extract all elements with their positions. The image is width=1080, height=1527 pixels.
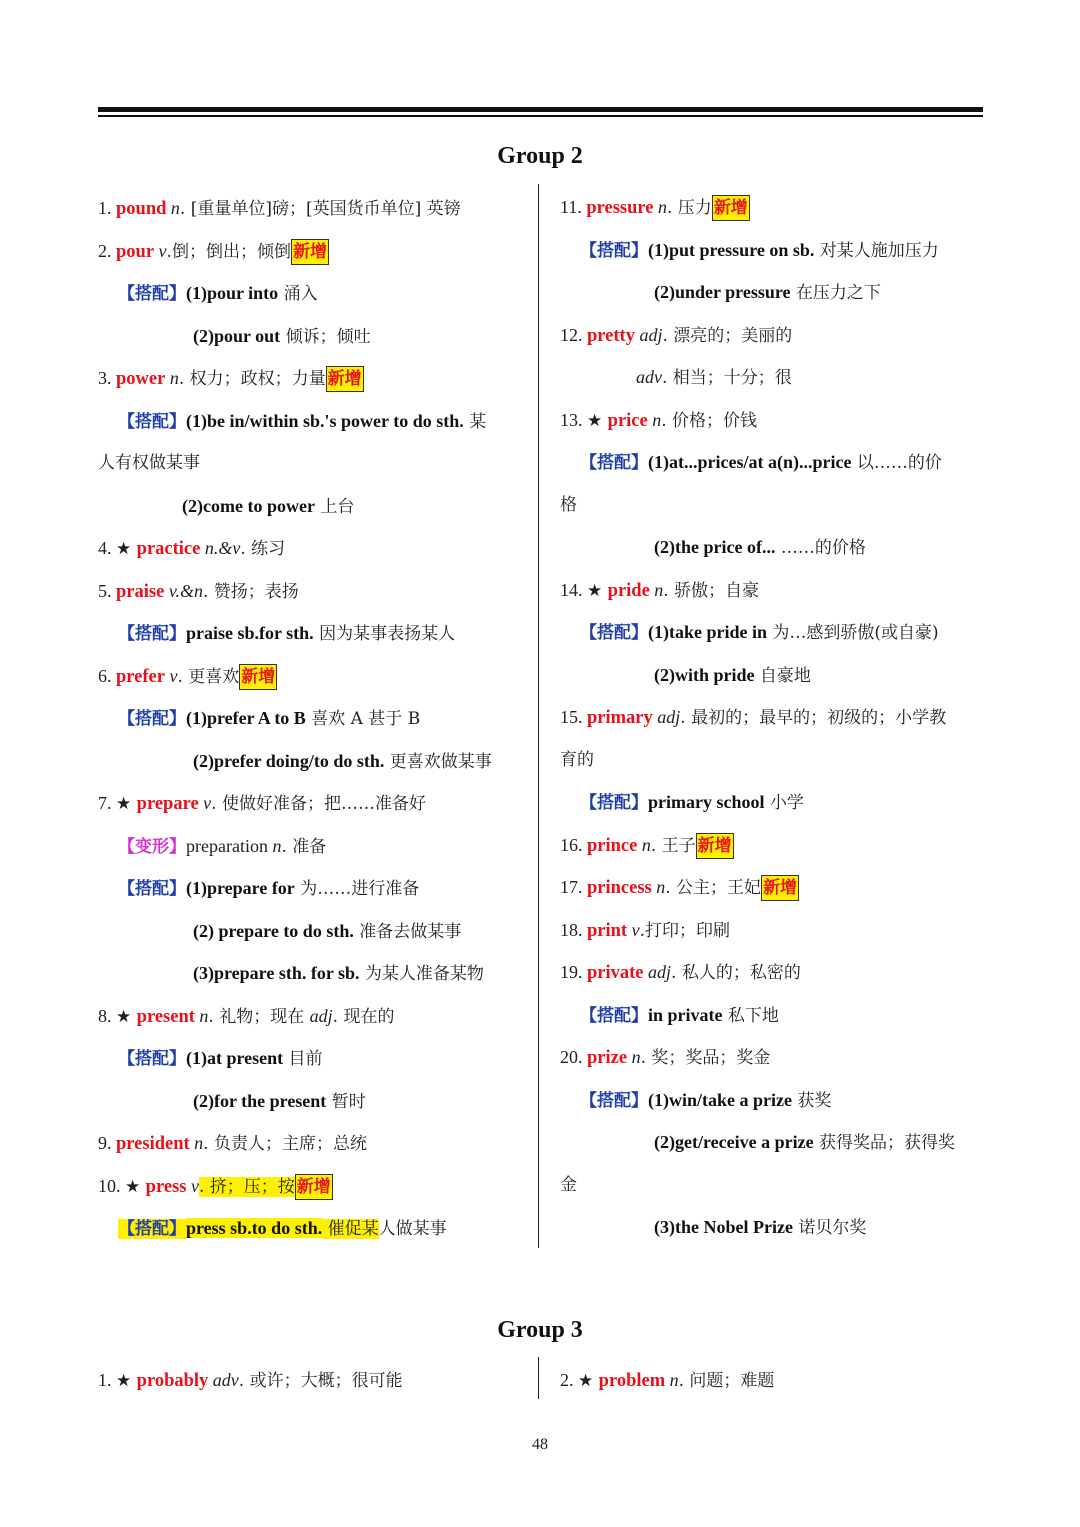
definition: . 王子 — [650, 835, 696, 856]
entry-number: 11. — [560, 197, 587, 217]
entry-number: 1. — [98, 1370, 116, 1390]
entry-line — [560, 960, 801, 985]
phrase-meaning: 喜欢 A 甚于 B — [305, 709, 421, 729]
phrase: primary school — [648, 792, 765, 812]
part-of-speech: v — [198, 793, 212, 813]
entry-number: 3. — [98, 368, 116, 388]
phrase: (1)pour into — [186, 283, 279, 303]
headword: pound — [116, 199, 167, 219]
headword: pretty — [587, 325, 635, 346]
collocation-tag: 【搭配】 — [118, 411, 186, 432]
part-of-speech: n — [649, 579, 664, 600]
entry-number: 4. — [98, 538, 116, 558]
entry-line — [118, 834, 326, 859]
phrase: (2) prepare to do sth. — [193, 920, 354, 941]
entry-line — [193, 324, 371, 349]
entry-number: 17. — [560, 877, 587, 897]
entry-line — [118, 1216, 447, 1241]
collocation-tag: 【搭配】 — [580, 1090, 648, 1111]
part-of-speech: n — [166, 198, 180, 218]
entry-line — [580, 620, 939, 645]
header-rule-thin — [98, 115, 983, 117]
phrase-meaning: . 相当；十分；很 — [662, 368, 792, 388]
definition: . 或许；大概；很可能 — [238, 1371, 403, 1391]
part-of-speech: n — [272, 835, 282, 856]
collocation-tag: 【搭配】 — [580, 1005, 648, 1026]
new-badge: 新增 — [295, 1174, 333, 1200]
collocation-tag: 【搭配】 — [118, 879, 186, 899]
definition: . 礼物；现在 — [208, 1006, 310, 1027]
phrase-meaning: 育的 — [560, 749, 594, 770]
entry-line — [580, 238, 939, 263]
definition: . 奖；奖品；奖金 — [640, 1048, 771, 1068]
entry-number: 2. — [98, 240, 116, 261]
entry-line — [118, 706, 420, 731]
part-of-speech: n.&v — [200, 538, 241, 558]
entry-line — [98, 1004, 394, 1029]
entry-line — [118, 621, 455, 646]
entry-line — [98, 366, 364, 392]
part-of-speech: n — [189, 1133, 204, 1153]
collocation-tag: 【搭配】 — [118, 709, 186, 729]
entry-line — [560, 918, 730, 943]
definition: . 现在的 — [332, 1006, 395, 1027]
definition: . 骄傲；自豪 — [663, 580, 760, 601]
entry-line — [654, 663, 811, 688]
phrase-meaning: 倾诉；倾吐 — [280, 326, 371, 347]
part-of-speech: adv — [208, 1370, 239, 1390]
phrase-meaning: 自豪地 — [754, 665, 811, 686]
entry-number: 14. — [560, 579, 587, 600]
star-icon: ★ — [587, 410, 608, 431]
part-of-speech: v.&n — [164, 580, 203, 601]
entry-number: 13. — [560, 409, 587, 430]
headword: present — [136, 1006, 195, 1027]
entry-line — [193, 749, 492, 774]
entry-line — [560, 1173, 577, 1197]
column-divider-group3 — [538, 1357, 539, 1399]
entry-line — [560, 833, 734, 859]
definition: . 权力；政权；力量 — [178, 369, 326, 389]
part-of-speech: adj — [634, 324, 663, 345]
star-icon: ★ — [116, 794, 137, 814]
headword: problem — [598, 1371, 666, 1391]
headword: pour — [116, 241, 155, 262]
entry-line — [560, 1368, 774, 1393]
definition: . 价格；价钱 — [661, 410, 758, 431]
headword: prefer — [116, 666, 165, 687]
entry-line — [560, 195, 750, 221]
definition: . [重量单位]磅；[英国货币单位] 英镑 — [179, 199, 461, 219]
definition: . 私人的；私密的 — [671, 963, 801, 983]
phrase: (2)pour out — [193, 325, 281, 346]
part-of-speech: n — [165, 368, 179, 388]
entry-line — [654, 1130, 955, 1155]
part-of-speech: n — [647, 409, 662, 430]
star-icon: ★ — [116, 539, 137, 559]
star-icon: ★ — [116, 1006, 137, 1027]
phrase: in private — [648, 1004, 723, 1025]
collocation-tag: 【搭配】 — [580, 623, 648, 643]
phrase: (1)put pressure on sb. — [648, 239, 815, 260]
phrase: (2)under pressure — [654, 282, 791, 302]
entry-line — [98, 1174, 333, 1200]
phrase-meaning: 私下地 — [722, 1005, 779, 1026]
phrase-meaning: 小学 — [764, 793, 804, 813]
entry-line — [560, 578, 759, 603]
phrase: (1)at present — [186, 1048, 284, 1068]
headword: praise — [116, 581, 165, 602]
collocation-tag: 【搭配】 — [580, 240, 648, 261]
entry-line — [118, 1046, 323, 1071]
definition: .打印；印刷 — [639, 920, 730, 941]
definition: . 赞扬；表扬 — [202, 581, 299, 602]
entry-line — [654, 1215, 866, 1240]
entry-line — [118, 409, 486, 434]
phrase: (1)prepare for — [186, 878, 295, 898]
phrase-meaning: 暂时 — [326, 1091, 366, 1112]
column-divider-group2 — [538, 184, 539, 1248]
part-of-speech: n — [665, 1370, 679, 1390]
star-icon: ★ — [125, 1176, 146, 1197]
entry-line — [580, 1088, 831, 1113]
entry-line — [560, 705, 946, 730]
phrase-meaning: 诺贝尔奖 — [792, 1218, 867, 1238]
phrase-meaning: 获奖 — [791, 1090, 832, 1111]
group3-title: Group 3 — [497, 1317, 583, 1343]
entry-line — [193, 1089, 366, 1114]
phrase-meaning: 对某人施加压力 — [814, 240, 939, 261]
phrase: (1)win/take a prize — [648, 1089, 792, 1110]
entry-line — [580, 1003, 779, 1028]
entry-line — [98, 239, 329, 265]
entry-line — [580, 450, 942, 475]
part-of-speech: v — [627, 919, 640, 940]
collocation-tag: 【搭配】 — [580, 453, 648, 473]
part-of-speech: v — [186, 1175, 199, 1196]
part-of-speech: adv — [636, 367, 662, 387]
headword: practice — [136, 539, 201, 559]
headword: print — [587, 920, 628, 941]
headword: princess — [587, 878, 652, 898]
phrase-highlighted: press sb.to do sth. — [186, 1218, 323, 1238]
entry-line — [560, 875, 799, 901]
definition: . 漂亮的；美丽的 — [662, 325, 793, 346]
entry-number: 1. — [98, 198, 116, 218]
phrase-meaning: 上台 — [314, 496, 355, 517]
definition: .倒；倒出；倾倒 — [166, 241, 291, 262]
entry-number: 12. — [560, 324, 587, 345]
phrase: (3)prepare sth. for sb. — [193, 963, 360, 983]
collocation-tag: 【搭配】 — [118, 284, 186, 304]
entry-line — [98, 791, 426, 816]
phrase: (2)the price of... — [654, 537, 776, 557]
star-icon: ★ — [587, 580, 608, 601]
phrase: (2)with pride — [654, 664, 755, 685]
part-of-speech: v — [164, 665, 178, 686]
entry-line — [580, 790, 804, 815]
entry-line — [98, 579, 299, 604]
definition: . 练习 — [240, 539, 286, 559]
phrase-meaning: ……的价格 — [775, 538, 866, 558]
entry-number: 10. — [98, 1175, 125, 1196]
entry-number: 8. — [98, 1005, 116, 1026]
entry-line — [560, 408, 757, 433]
collocation-tag: 【搭配】 — [118, 624, 186, 644]
star-icon: ★ — [116, 1371, 137, 1391]
headword: press — [145, 1176, 187, 1197]
phrase: (1)at...prices/at a(n)...price — [648, 452, 852, 472]
entry-line — [182, 494, 354, 519]
phrase: (3)the Nobel Prize — [654, 1217, 793, 1237]
entry-line — [654, 280, 881, 305]
new-badge: 新增 — [291, 239, 329, 265]
phrase-meaning: 格 — [560, 494, 577, 515]
entry-line — [560, 323, 792, 348]
headword: price — [607, 410, 648, 431]
part-of-speech: n — [637, 834, 651, 855]
entry-number: 7. — [98, 793, 116, 813]
headword: pride — [607, 580, 650, 601]
headword: prince — [587, 835, 638, 856]
entry-line — [98, 1368, 403, 1393]
phrase-meaning: 人有权做某事 — [98, 453, 200, 473]
entry-line — [560, 1045, 770, 1070]
phrase-meaning: 以……的价 — [851, 453, 942, 473]
definition: . 更喜欢 — [177, 666, 240, 687]
entry-number: 16. — [560, 834, 587, 855]
entry-line — [654, 535, 866, 560]
part-of-speech: v — [154, 240, 167, 261]
entry-number: 2. — [560, 1370, 578, 1390]
entry-line — [98, 536, 285, 561]
definition-highlighted: . 挤；压；按 — [198, 1176, 295, 1197]
part-of-speech: adj — [309, 1005, 333, 1026]
headword: power — [116, 369, 166, 389]
header-rule-thick — [98, 107, 983, 112]
entry-number: 5. — [98, 580, 116, 601]
entry-line — [118, 876, 419, 901]
star-icon: ★ — [578, 1371, 599, 1391]
entry-number: 18. — [560, 919, 587, 940]
definition: . 问题；难题 — [678, 1371, 775, 1391]
entry-number: 20. — [560, 1047, 587, 1067]
entry-number: 19. — [560, 962, 587, 982]
phrase: (2)come to power — [182, 495, 315, 516]
part-of-speech: n — [651, 877, 666, 897]
variant-word: preparation — [186, 835, 273, 856]
phrase-meaning: 准备去做某事 — [353, 921, 462, 942]
entry-line — [636, 365, 792, 390]
definition: . 最初的；最早的；初级的；小学教 — [680, 708, 947, 728]
headword: probably — [136, 1371, 209, 1391]
new-badge: 新增 — [239, 664, 277, 690]
entry-line — [193, 919, 461, 944]
definition: . 公主；王妃 — [665, 878, 762, 898]
phrase-meaning: 金 — [560, 1174, 577, 1195]
phrase: (1)prefer A to B — [186, 708, 306, 728]
collocation-tag-highlighted: 【搭配】 — [118, 1219, 186, 1239]
phrase-meaning: 涌入 — [278, 284, 318, 304]
phrase: (1)take pride in — [648, 622, 767, 642]
phrase-meaning: 为某人准备某物 — [359, 964, 484, 984]
headword: prize — [587, 1048, 628, 1068]
definition: . 压力 — [667, 198, 712, 218]
new-badge: 新增 — [761, 875, 799, 901]
phrase-meaning: 某 — [463, 411, 487, 432]
headword: prepare — [136, 794, 199, 814]
group2-title: Group 2 — [497, 143, 583, 169]
phrase: (1)be in/within sb.'s power to do sth. — [186, 410, 464, 431]
phrase-meaning: 更喜欢做某事 — [384, 751, 492, 772]
collocation-tag: 【搭配】 — [580, 793, 648, 813]
part-of-speech: adj — [643, 962, 672, 982]
part-of-speech: n — [194, 1005, 209, 1026]
part-of-speech: n — [627, 1047, 641, 1067]
headword: private — [587, 963, 644, 983]
headword: primary — [587, 708, 653, 728]
new-badge: 新增 — [712, 195, 750, 221]
collocation-tag: 【搭配】 — [118, 1049, 186, 1069]
entry-line — [98, 1131, 367, 1156]
phrase-meaning: 人做某事 — [378, 1219, 447, 1239]
part-of-speech: adj — [652, 707, 681, 727]
entry-line — [560, 493, 577, 517]
entry-line — [98, 664, 277, 690]
phrase-meaning-highlighted: 催促某 — [322, 1219, 379, 1239]
phrase-meaning: . 准备 — [281, 836, 327, 857]
headword: president — [116, 1134, 190, 1154]
phrase: (2)get/receive a prize — [654, 1132, 814, 1152]
phrase-meaning: 为…感到骄傲(或自豪) — [767, 623, 939, 643]
entry-line — [98, 451, 200, 475]
new-badge: 新增 — [326, 366, 364, 392]
phrase-meaning: 为……进行准备 — [294, 879, 420, 899]
entry-line — [118, 281, 318, 306]
phrase: praise sb.for sth. — [186, 623, 314, 643]
phrase-meaning: 目前 — [283, 1049, 323, 1069]
headword: pressure — [586, 198, 654, 218]
phrase-meaning: 获得奖品；获得奖 — [813, 1133, 955, 1153]
page-number: 48 — [532, 1436, 548, 1453]
phrase: (2)for the present — [193, 1090, 327, 1111]
entry-number: 6. — [98, 665, 116, 686]
phrase-meaning: 在压力之下 — [790, 283, 881, 303]
variant-tag: 【变形】 — [118, 836, 186, 857]
entry-number: 15. — [560, 707, 587, 727]
entry-number: 9. — [98, 1133, 116, 1153]
part-of-speech: n — [653, 197, 667, 217]
entry-line — [560, 748, 594, 772]
new-badge: 新增 — [696, 833, 734, 859]
entry-line — [98, 196, 461, 221]
phrase: (2)prefer doing/to do sth. — [193, 750, 385, 771]
definition: . 负责人；主席；总统 — [203, 1134, 367, 1154]
definition: . 使做好准备；把……准备好 — [211, 794, 426, 814]
phrase-meaning: 因为某事表扬某人 — [313, 624, 456, 644]
entry-line — [193, 961, 484, 986]
